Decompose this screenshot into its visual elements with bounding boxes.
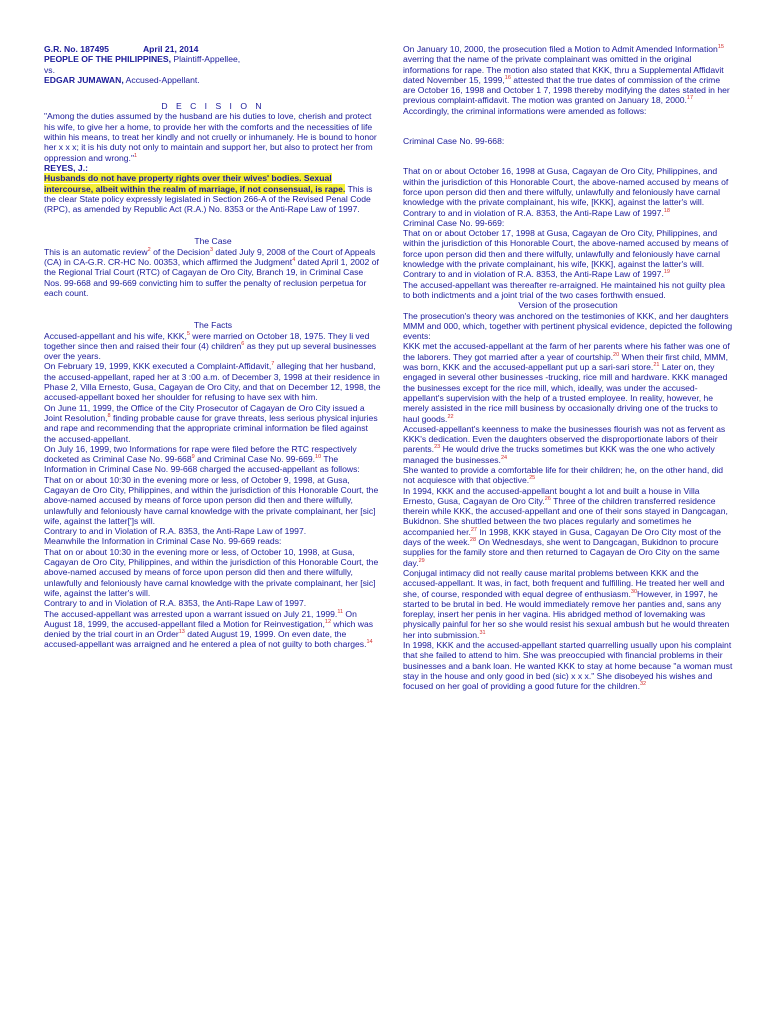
footnote-ref[interactable]: 9 [191, 454, 195, 461]
facts-paragraph-3: On June 11, 1999, the Office of the City Prosecutor of Cagayan de Oro City issued a Joint Resolution,$^8$ finding probable cause for grave threats, less serious physical injuries and rape and recommending that the appropriate criminal information be filed against the accused-appellant. [44, 402, 378, 444]
heading-version-of-prosecution: Version of the prosecution [518, 300, 618, 311]
criminal-case-99-669: Criminal Case No. 99-669: [403, 217, 505, 228]
footnote-ref[interactable]: 28 [469, 537, 477, 544]
footnote-ref[interactable]: 26 [544, 496, 551, 503]
gr-number: G.R. No. 187495 [44, 44, 109, 54]
footnote-ref[interactable]: 23 [434, 444, 441, 451]
facts-paragraph-1: Accused-appellant and his wife, KKK,$^5$ were married on October 18, 1975. They li ved together since then and raised their four (4) children$^6$ as they put up several businesses over the years. [44, 330, 377, 362]
amended-contrary-2: Contrary to and in violation of R.A. 8353, the Anti-Rape Law of 1997.19 [403, 269, 670, 280]
contrary-1: Contrary to and in Violation of R.A. 8353, the Anti-Rape Law of 1997. [44, 526, 307, 537]
footnote-ref[interactable]: 17 [686, 95, 694, 102]
case-header [44, 44, 382, 54]
footnote-ref[interactable]: 22 [447, 413, 454, 420]
appellee-role: Plaintiff-Appellee, [171, 54, 241, 65]
facts-paragraph-2: On February 19, 1999, KKK executed a Complaint-Affidavit,$^7$ alleging that her husband, the accused-appellant, raped her at 3 :00 a.m. of December 3, 1998 at their residence in Phase 2, Villa Ernesto, Gusa, Cagayan de Oro City, and that on December 12, 1998, the accused-appellant boxed her shoulder for refusing to have sex with him. [44, 361, 381, 403]
criminal-case-99-668: Criminal Case No. 99-668: [403, 136, 505, 147]
left-column [44, 44, 382, 650]
footnote-ref[interactable]: 13 [178, 629, 185, 636]
appellee-line [44, 54, 382, 64]
footnote-ref[interactable]: 31 [479, 629, 486, 636]
footnote-ref[interactable]: 25 [529, 475, 536, 482]
footnote-ref[interactable]: 1 [134, 152, 138, 159]
amended-information-2: That on or about October 17, 1998 at Gusa, Cagayan de Oro City, Philippines, and within the jurisdiction of this Honorable Court, the above-named accused by means of force upon person did then and there wilfully, unlawfully and feloniously have carnal knowledge with the private complainant, his wife, [KKK], against the latter's will. [403, 228, 729, 270]
appellant-name: EDGAR JUMAWAN, [44, 74, 124, 85]
footnote-ref[interactable]: 14 [366, 639, 373, 646]
footnote-ref[interactable]: 4 [292, 257, 296, 264]
footnote-ref[interactable]: 15 [717, 44, 724, 51]
footnote-ref[interactable]: 21 [653, 362, 660, 369]
appellee-name: PEOPLE OF THE PHILIPPINES, [44, 54, 172, 65]
versus: vs. [44, 64, 55, 75]
contrary-2: Contrary to and in Violation of R.A. 8353, the Anti-Rape Law of 1997. [44, 598, 307, 609]
ponente: REYES, J.: [44, 162, 88, 173]
amended-information-1: That on or about October 16, 1998 at Gusa, Cagayan de Oro City, Philippines, and within the jurisdiction of this Honorable Court, the above-named accused by means of force upon person did then and there wilfully, unlawfully and feloniously have carnal knowledge with the private complainant, his wife, [KKK], against the latter's will. [403, 166, 729, 208]
footnote-ref[interactable]: 8 [107, 413, 111, 420]
footnote-ref[interactable]: 18 [663, 207, 670, 214]
facts-paragraph-4: On July 16, 1999, two Informations for rape were filed before the RTC respectively docketed as Criminal Case No. $99-668^9$ and Criminal Case No. 99-669.10 The Information in Criminal Case No. 99-668 charged the accused-appellant as follows: [44, 443, 360, 475]
amended-information-paragraph: On January 10, 2000, the prosecution filed a Motion to Admit Amended Information$^{15}$ averring that the name of the private complainant was omitted in the original informations for rape. The motion also stated that KKK, thru a Supplemental Affidavit dated November 15, 1999,16 attested that the true dates of commission of the crime are October 16, 1998 and October 1 7, 1998 thereby modifying the dates stated in her previous complaint-affidavit. The motion was granted on January 18, 2000.17 Accordingly, the criminal informations were amended as follows: [403, 44, 730, 116]
prosecution-theory: The prosecution's theory was anchored on the testimonies of KKK, and her daughters MMM and 000, which, together with pertinent physical evidence, depicted the following events: [403, 310, 733, 342]
heading-the-facts: The Facts [193, 320, 233, 331]
footnote-ref[interactable]: 27 [470, 526, 477, 533]
provide-paragraph: She wanted to provide a comfortable life for their children; he, on the other hand, did not acquiesce with that objective.$^{25}$ [403, 464, 724, 486]
quarrel-paragraph: In 1998, KKK and the accused-appellant started quarrelling usually upon his complaint that she failed to attend to him. She was preoccupied with financial problems in their businesses and a bank loan. He wanted KKK to stay at home because "a woman must stay in the house and only good in bed (sic) x x x." She disobeyed his wishes and focused on her goal of providing a good future for the children.$^{32}$ [403, 640, 733, 692]
footnote-ref[interactable]: 3 [209, 246, 214, 253]
footnote-ref[interactable]: 10 [315, 454, 322, 461]
amended-contrary-1: Contrary to and in violation of R.A. 8353, the Anti-Rape Law of 1997.18 [403, 207, 670, 218]
footnote-ref[interactable]: 2 [147, 246, 151, 253]
decision-title: D E C I S I O N [161, 101, 265, 112]
information-1: That on or about 10:30 in the evening more or less, of October 9, 1998, at Gusa, Cagayan de Oro City, Philippines, and within the jurisdiction of this Honorable Court, the above-named accused by means of force upon person did then and there wilfully, unlawfully and feloniously have carnal knowledge with the private complainant, her [sic] wife, against the latter[']s will. [44, 474, 379, 526]
footnote-ref[interactable]: 5 [186, 330, 190, 337]
footnote-ref[interactable]: 11 [337, 608, 344, 615]
footnote-ref[interactable]: 16 [504, 75, 511, 82]
met-paragraph: KKK met the accused-appellant at the farm of her parents where his father was one of the laborers. They got married after a year of courtship.$^{20}$ When their first child, MMM, was born, KKK and the accused-appellant put up a sari-sari store.$^{21}$ Later on, they engaged in several other businesses -trucking, rice mill and hardware. KKK managed the businesses except for the rice mill, which, ideally, was under the accused-appellant's supervision with the help of a trusted employee. In reality, however, he merely assisted in the rice mill business by occasionally driving one of the trucks to haul goods.$^{22}$ [403, 341, 730, 424]
decision-date: April 21, 2014 [142, 44, 199, 54]
case-paragraph: This is an automatic review$^2$ of the Decision$^3$ dated July 9, 2008 of the Court of Appeals (CA) in CA-G.R. CR-HC No. 00353, which affirmed the Judgment$^4$ dated April 1, 2002 of the Regional Trial Court (RTC) of Cagayan de Oro City, Branch 19, in Criminal Case Nos. 99-668 and 99-669 convicting him to suffer the penalty of reclusion perpetua for each count. [44, 246, 379, 298]
footnote-ref[interactable]: 29 [418, 557, 425, 564]
intro-paragraph: Husbands do not have property rights over their wives' bodies. Sexual intercourse, albeit within the realm of marriage, if not consensual, is rape. This is the clear State policy expressly legislated in Section 266-A of the Revised Penal Code (RPC), as amended by Republic Act (R.A.) No. 8353 or the Anti-Rape Law of 1997. [44, 173, 373, 215]
appellant-role: Accused-Appellant. [123, 74, 200, 85]
footnote-ref[interactable]: 32 [639, 681, 647, 688]
1994-paragraph: In 1994, KKK and the accused-appellant bought a lot and built a house in Villa Ernesto, Gusa, Cagayan de Oro City.$^{26}$ Three of the children transferred residence therein while KKK, the accused-appellant and one of their sons stayed in Dangcagan, Bukidnon. She shuttled between the two places regularly and sometimes he accompanied her.$^{27}$ In 1998, KKK stayed in Gusa, Cagayan De Oro City most of the days of the week.$^{28}$ On Wednesdays, she went to Dangcagan, Bukidnon to procure supplies for the family store and then returned to Cagayan de Oro City on the same day.$^{29}$ [403, 485, 728, 568]
keenness-paragraph: Accused-appellant's keenness to make the businesses flourish was not as fervent as KKK's dedication. Even the daughters observed the disproportionate labors of their parents.$^{23}$ He would drive the trucks sometimes but KKK was the one who actively managed the businesses.$^{24}$ [403, 423, 726, 465]
meanwhile-paragraph: Meanwhile the Information in Criminal Case No. 99-669 reads: [44, 536, 282, 547]
arrest-paragraph: The accused-appellant was arrested upon a warrant issued on July 21, 1999.11 On August 18, 1999, the accused-appellant filed a Motion for Reinvestigation,$^{12}$ which was denied by the trial court in an Order$^{13}$ dated August 19, 1999. On even date, the accused-appellant was arraigned and he entered a plea of not guilty to both charges.$^{14}$ [44, 608, 374, 650]
information-2: That on or about 10:30 in the evening more or less, of October 10, 1998, at Gusa, Cagayan de Oro City, Philippines, and within the jurisdiction of this Honorable Court, the above-named accused by means of force upon person did then and there wilfully, unlawfully and feloniously have carnal knowledge with the private complainant, her [sic] wife, against the latter's will. [44, 546, 379, 598]
footnote-ref[interactable]: 7 [271, 361, 275, 368]
footnote-ref[interactable]: 30 [630, 588, 638, 595]
footnote-ref[interactable]: 24 [500, 454, 508, 461]
appellant-line [44, 75, 382, 85]
footnote-ref[interactable]: 19 [663, 269, 670, 276]
epigraph: "Among the duties assumed by the husband are his duties to love, cherish and protect his wife, to give her a home, to provide her with the comforts and the necessities of life within his means, to treat her kindly and not cruelly or inhumanely. He is bound to honor her x x x; it is his duty not only to maintain and support her, but also to protect her from oppression and wrong."$^1$ [44, 111, 377, 163]
right-column [403, 44, 733, 692]
footnote-ref[interactable]: 6 [241, 340, 245, 347]
highlighted-text: Husbands do not have property rights over their wives' bodies. Sexual intercourse, albeit within the realm of marriage, if not consensual, is rape. [44, 173, 346, 194]
parties [44, 54, 382, 85]
conjugal-paragraph: Conjugal intimacy did not really cause marital problems between KKK and the accused-appellant. It was, in fact, both frequent and fulfilling. He treated her well and she, of course, responded with equal degree of enthusiasm.$^{30}$However, in 1997, he started to be brutal in bed. He would immediately remove her panties and, sans any foreplay, insert her penis in her vagina. His abridged method of lovemaking was physically painful for her so she would resist his sexual ambush but he would threaten her into submission.$^{31}$ [403, 567, 730, 640]
footnote-ref[interactable]: 20 [613, 351, 620, 358]
heading-the-case: The Case [194, 236, 232, 247]
footnote-ref[interactable]: 12 [324, 618, 332, 625]
rearraignment-paragraph: The accused-appellant was thereafter re-arraigned. He maintained his not guilty plea to both indictments and a joint trial of the two cases forthwith ensued. [403, 279, 725, 300]
